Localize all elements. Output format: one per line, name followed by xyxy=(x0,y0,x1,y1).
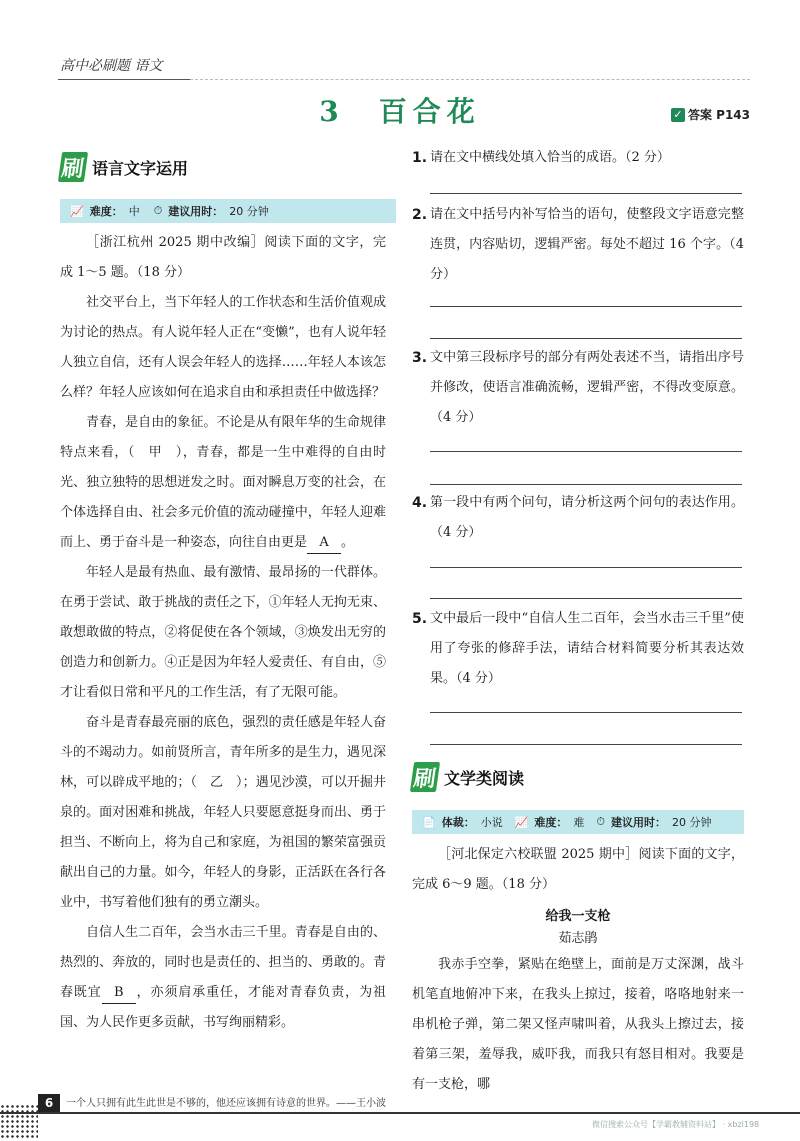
clock-icon: ⏱ xyxy=(596,815,605,828)
section-badge: 刷 xyxy=(410,762,440,792)
answer-line[interactable] xyxy=(430,451,742,452)
book-icon: 📄 xyxy=(422,815,436,829)
footer-quote: 一个人只拥有此生此世是不够的，他还应该拥有诗意的世界。——王小波 xyxy=(66,1098,386,1109)
header-dashed-rule xyxy=(190,79,750,80)
difficulty-value: 中 xyxy=(128,205,140,218)
difficulty-label: 难度： xyxy=(89,205,123,218)
difficulty-label: 难度： xyxy=(534,816,568,829)
section-language-heading xyxy=(60,152,188,182)
chart-icon: 📈 xyxy=(70,204,84,218)
passage-paragraph-4: 奋斗是青春最亮丽的底色，强烈的责任感是年轻人奋斗的不竭动力。如前贤所言，青年所多的是生力，遇见深林，可以辟成平地的；（ 乙 ）；遇见沙漠，可以开掘井泉的。面对困难和挑战，年轻人只要愿意挺身而出、勇于担当、不断向上，将为自己和家庭，为祖国的繁荣富强贡献出自己的力量。如今，年轻人的身影，正活跃在各行各业中，书写着他们独有的勇立潮头。 xyxy=(60,715,386,910)
blank-a: A xyxy=(307,533,341,554)
answer-line[interactable] xyxy=(430,484,742,485)
answer-label: 答案 P143 xyxy=(687,108,750,122)
footer-dot-pattern xyxy=(0,1104,38,1140)
story-author: 茹志鹃 xyxy=(558,931,598,946)
header-rule xyxy=(58,79,190,80)
passage-literature-intro: ［河北保定六校联盟 2025 期中］阅读下面的文字，完成 6～9 题。（18 分） xyxy=(412,847,744,892)
difficulty-value: 难 xyxy=(573,816,585,829)
section-title: 语言文字运用 xyxy=(92,158,189,178)
footer-rule xyxy=(0,1112,800,1114)
genre-label: 体裁： xyxy=(441,816,475,829)
section-literature-heading xyxy=(412,762,524,792)
page-number: 6 xyxy=(38,1094,60,1112)
section-title: 文学类阅读 xyxy=(444,768,525,788)
question-5: 5. 文中最后一段中“自信人生二百年，会当水击三千里”使用了夸张的修辞手法，请结合材料简要分析其表达效果。（4 分） xyxy=(412,611,744,686)
story-paragraph-1: 我赤手空拳，紧贴在绝壁上，面前是万丈深渊，战斗机笔直地俯冲下来，在我头上掠过，接着，咯咯地射来一串机枪子弹，第二架又怪声啸叫着，从我头上擦过去，接着第三架，羞辱我，威吓我，而我只有怒目相对。我要是有一支枪，哪 xyxy=(412,957,744,1092)
answer-line[interactable] xyxy=(430,744,742,745)
passage-language xyxy=(60,228,386,1038)
answer-line[interactable] xyxy=(430,712,742,713)
blank-b: B xyxy=(102,983,136,1004)
clock-icon: ⏱ xyxy=(153,204,163,217)
section-info-bar xyxy=(412,810,744,834)
answer-line[interactable] xyxy=(430,567,742,568)
lesson-title: 3 百合花 xyxy=(319,95,481,128)
time-value: 20 分钟 xyxy=(229,205,269,218)
passage-paragraph-2: 青春，是自由的象征。不论是从有限年华的生命规律特点来看，（ 甲 ），青春，都是一生中难得的自由时光、独立独特的思想迸发之时。面对瞬息万变的社会，在个体选择自由、社会多元价值的流动碰撞中，年轻人迎难而上、勇于奋斗是一种姿态，向往自由更是 A 。 xyxy=(60,408,386,558)
section-badge: 刷 xyxy=(58,152,88,182)
header-text: 高中必刷题 语文 xyxy=(60,58,163,74)
section-info-bar xyxy=(60,199,396,223)
passage-paragraph-5: 自信人生二百年，会当水击三千里。青春是自由的、热烈的、奔放的，同时也是责任的、担当的、勇敢的。青春既宜 B ，亦须肩承重任，才能对青春负责，为祖国、为人民作更多贡献，书写绚丽精彩。 xyxy=(60,925,386,1030)
time-label: 建议用时： xyxy=(168,205,224,218)
passage-paragraph-1: 社交平台上，当下年轻人的工作状态和生活价值观成为讨论的热点。有人说年轻人正在“变懒”，也有人说年轻人独立自信，还有人误会年轻人的选择……年轻人本该怎么样？年轻人应该如何在追求自由和承担责任中做选择？ xyxy=(60,295,386,400)
watermark: 微信搜索公众号【学霸教辅资料站】 · xbzl198 xyxy=(592,1120,760,1129)
answer-line[interactable] xyxy=(430,338,742,339)
genre-value: 小说 xyxy=(480,816,503,829)
check-icon: ✓ xyxy=(671,108,685,122)
question-4: 4. 第一段中有两个问句，请分析这两个问句的表达作用。（4 分） xyxy=(412,495,744,540)
question-3: 3. 文中第三段标序号的部分有两处表述不当，请指出序号并修改，使语言准确流畅，逻辑严密，不得改变原意。（4 分） xyxy=(412,350,744,425)
answer-line[interactable] xyxy=(430,306,742,307)
passage-paragraph-3: 年轻人是最有热血、最有激情、最昂扬的一代群体。在勇于尝试、敢于挑战的责任之下，①年轻人无拘无束、敢想敢做的特点，②将促使在各个领域，③焕发出无穷的创造力和创新力。④正是因为年轻人爱责任、有自由，⑤才让看似日常和平凡的工作生活，有了无限可能。 xyxy=(60,565,386,700)
question-2: 2. 请在文中括号内补写恰当的语句，使整段文字语意完整连贯，内容贴切，逻辑严密。每处不超过 16 个字。（4 分） xyxy=(412,207,744,282)
story-title: 给我一支枪 xyxy=(545,909,611,924)
passage-intro: ［浙江杭州 2025 期中改编］阅读下面的文字，完成 1～5 题。（18 分） xyxy=(60,235,386,280)
answer-ref xyxy=(671,106,750,123)
answer-line[interactable] xyxy=(430,193,742,194)
answer-line[interactable] xyxy=(430,598,742,599)
chart-icon: 📈 xyxy=(514,815,529,829)
question-1: 1. 请在文中横线处填入恰当的成语。（2 分） xyxy=(412,150,670,166)
time-label: 建议用时： xyxy=(611,816,666,829)
time-value: 20 分钟 xyxy=(672,816,712,829)
